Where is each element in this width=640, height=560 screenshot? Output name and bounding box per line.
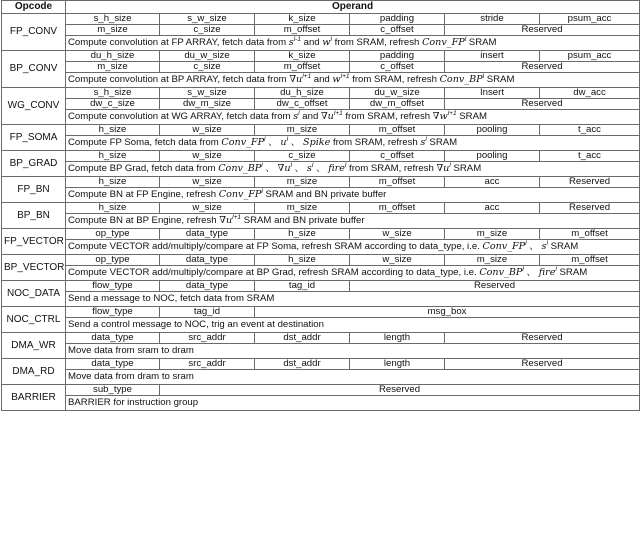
operand-field: length (350, 333, 445, 344)
operand-field: Reserved (445, 62, 640, 73)
operand-field: m_offset (255, 25, 350, 36)
operand-field: msg_box (255, 307, 640, 318)
operand-field: padding (350, 51, 445, 62)
field-row (2, 25, 640, 36)
math-symbol: Conv_BP (439, 74, 483, 85)
operand-field: Reserved (445, 333, 640, 344)
operand-field: flow_type (66, 281, 160, 292)
operand-field: w_size (160, 177, 255, 188)
field-row (2, 359, 640, 370)
description-row (2, 240, 640, 255)
description-row (2, 396, 640, 411)
description-row (2, 266, 640, 281)
operand-field: h_size (255, 255, 350, 266)
description-text: SRAM and BN private buffer (262, 189, 387, 200)
operand-field: m_offset (350, 177, 445, 188)
field-row (2, 151, 640, 162)
operand-field: c_offset (350, 62, 445, 73)
opcode-cell: NOC_DATA (2, 281, 66, 307)
operand-field: w_size (160, 203, 255, 214)
operand-field: length (350, 359, 445, 370)
header-row (2, 1, 640, 14)
superscript: l-1 (293, 35, 301, 43)
description-text: Compute BN at FP Engine, refresh (68, 189, 219, 200)
instruction-description (66, 396, 640, 411)
operand-field: src_addr (160, 359, 255, 370)
superscript: l (546, 239, 548, 247)
operand-field: h_size (66, 151, 160, 162)
math-symbol: s (420, 137, 426, 148)
description-text: from SRAM, refresh (342, 111, 433, 122)
math-symbol: s (306, 163, 312, 174)
operand-field: op_type (66, 229, 160, 240)
description-text: and (311, 74, 333, 85)
superscript: l (261, 187, 263, 195)
operand-field: s_h_size (66, 14, 160, 25)
description-row (2, 292, 640, 307)
description-text: from SRAM, refresh (349, 74, 440, 85)
description-row (2, 110, 640, 125)
description-text: Send a message to NOC, fetch data from SRAM (68, 293, 275, 304)
description-text: Move data from sram to dram (68, 345, 194, 356)
operand-field: pooling (445, 151, 540, 162)
field-row (2, 229, 640, 240)
operand-field: t_acc (540, 125, 640, 136)
opcode-cell: DMA_RD (2, 359, 66, 385)
opcode-cell: DMA_WR (2, 333, 66, 359)
operand-field: dst_addr (255, 333, 350, 344)
operand-field: m_size (66, 25, 160, 36)
operand-field: psum_acc (540, 14, 640, 25)
opcode-cell: FP_BN (2, 177, 66, 203)
description-text: Compute BN at BP Engine, refresh (68, 215, 220, 226)
math-symbol: ∇u (277, 163, 291, 174)
operand-field: w_size (160, 125, 255, 136)
description-row (2, 36, 640, 51)
operand-field: w_size (350, 255, 445, 266)
math-symbol: ∇w (432, 111, 448, 122)
instruction-description (66, 162, 640, 177)
description-text: 、 (265, 137, 281, 148)
math-symbol: ∇u (219, 215, 233, 226)
field-row (2, 62, 640, 73)
operand-field: insert (445, 51, 540, 62)
instruction-description (66, 370, 640, 385)
field-row (2, 125, 640, 136)
operand-field: s_h_size (66, 88, 160, 99)
math-symbol: Conv_FP (482, 241, 526, 252)
operand-header: Operand (66, 1, 640, 14)
superscript: l (425, 135, 427, 143)
description-row (2, 214, 640, 229)
description-text: Compute convolution at FP ARRAY, fetch data from (68, 37, 289, 48)
math-symbol: ∇u (436, 163, 450, 174)
operand-field: m_size (255, 177, 350, 188)
math-symbol: Spike (303, 137, 331, 148)
operand-field: c_size (160, 62, 255, 73)
description-text: Compute VECTOR add/multiply/compare at BP Grad, refresh SRAM according to data_type, i.e. (68, 267, 480, 278)
math-symbol: s (293, 111, 299, 122)
opcode-cell: FP_VECTOR (2, 229, 66, 255)
math-symbol: Conv_FP (218, 189, 262, 200)
opcode-cell: BARRIER (2, 385, 66, 411)
math-symbol: s (541, 241, 547, 252)
operand-field: acc (445, 203, 540, 214)
operand-field: Reserved (350, 281, 640, 292)
opcode-cell: FP_CONV (2, 14, 66, 51)
description-text: from SRAM, refresh (331, 37, 423, 48)
superscript: l+1 (447, 109, 457, 117)
operand-field: t_acc (540, 151, 640, 162)
operand-field: dw_c_offset (255, 99, 350, 110)
opcode-cell: BP_GRAD (2, 151, 66, 177)
superscript: l (330, 35, 332, 43)
superscript: l (261, 161, 263, 169)
description-text: BARRIER for instruction group (68, 397, 199, 408)
superscript: l (311, 161, 314, 169)
description-text: SRAM (547, 241, 579, 252)
field-row (2, 99, 640, 110)
operand-field: m_size (255, 203, 350, 214)
operand-field: h_size (255, 229, 350, 240)
instruction-description (66, 266, 640, 281)
operand-field: stride (445, 14, 540, 25)
instruction-description (66, 188, 640, 203)
field-row (2, 177, 640, 188)
description-text: 、 (526, 241, 542, 252)
description-text: Compute VECTOR add/multiply/compare at FP Soma, refresh SRAM according to data_type, i.e. (68, 241, 483, 252)
superscript: l+1 (302, 72, 312, 80)
math-symbol: fire (538, 267, 556, 278)
opcode-cell: FP_SOMA (2, 125, 66, 151)
opcode-cell: BP_CONV (2, 51, 66, 88)
operand-field: dw_m_size (160, 99, 255, 110)
math-symbol: fire (328, 163, 345, 174)
operand-field: du_h_size (66, 51, 160, 62)
operand-field: Reserved (540, 177, 640, 188)
description-text: Compute BP Grad, fetch data from (68, 163, 219, 174)
superscript: l (449, 161, 451, 169)
math-symbol: u (280, 137, 287, 148)
operand-field: m_size (445, 229, 540, 240)
description-text: 、 (288, 137, 303, 148)
description-row (2, 162, 640, 177)
description-row (2, 188, 640, 203)
operand-field: du_w_size (350, 88, 445, 99)
description-text: SRAM (450, 163, 482, 174)
field-row (2, 307, 640, 318)
description-text: SRAM (426, 137, 458, 148)
instruction-description (66, 240, 640, 255)
superscript: l (264, 135, 266, 143)
description-text: Compute convolution at BP ARRAY, fetch data from (68, 74, 290, 85)
description-text: SRAM (556, 267, 588, 278)
operand-field: Reserved (445, 25, 640, 36)
instruction-description (66, 36, 640, 51)
math-symbol: w (332, 74, 341, 85)
description-text: 、 (313, 163, 329, 174)
operand-field: data_type (160, 281, 255, 292)
operand-field: data_type (66, 359, 160, 370)
instruction-description (66, 292, 640, 307)
operand-field: dw_acc (540, 88, 640, 99)
operand-field: m_offset (540, 255, 640, 266)
field-row (2, 51, 640, 62)
instruction-description (66, 214, 640, 229)
description-text: SRAM (456, 111, 487, 122)
description-text: SRAM (484, 74, 515, 85)
operand-field: h_size (66, 203, 160, 214)
field-row (2, 14, 640, 25)
operand-field: m_offset (540, 229, 640, 240)
opcode-header: Opcode (2, 1, 66, 14)
description-text: from SRAM, refresh (330, 137, 421, 148)
opcode-cell: BP_BN (2, 203, 66, 229)
description-text: Compute FP Soma, fetch data from (68, 137, 222, 148)
operand-field: du_h_size (255, 88, 350, 99)
superscript: l+1 (333, 109, 343, 117)
operand-field: c_offset (350, 151, 445, 162)
opcode-cell: NOC_CTRL (2, 307, 66, 333)
description-text: and (299, 111, 321, 122)
opcode-cell: WG_CONV (2, 88, 66, 125)
operand-field: h_size (66, 125, 160, 136)
operand-field: Reserved (540, 203, 640, 214)
math-symbol: s (288, 37, 294, 48)
superscript: l (290, 161, 292, 169)
instruction-description (66, 136, 640, 151)
description-text: 、 (291, 163, 307, 174)
operand-field: tag_id (160, 307, 255, 318)
math-symbol: Conv_FP (221, 137, 265, 148)
description-row (2, 318, 640, 333)
description-text: and (300, 37, 323, 48)
instruction-description (66, 318, 640, 333)
operand-field: du_w_size (160, 51, 255, 62)
operand-field: data_type (160, 229, 255, 240)
operand-field: tag_id (255, 281, 350, 292)
description-text: SRAM and BN private buffer (241, 215, 365, 226)
operand-field: c_size (255, 151, 350, 162)
description-row (2, 344, 640, 359)
superscript: l+1 (232, 213, 242, 221)
description-text: from SRAM, refresh (346, 163, 437, 174)
operand-field: acc (445, 177, 540, 188)
operand-field: data_type (66, 333, 160, 344)
operand-field: m_offset (350, 125, 445, 136)
superscript: l (286, 135, 289, 143)
superscript: l (525, 239, 527, 247)
description-text: Move data from dram to sram (68, 371, 194, 382)
description-row (2, 370, 640, 385)
operand-field: m_size (66, 62, 160, 73)
math-symbol: ∇u (320, 111, 334, 122)
operand-field: w_size (350, 229, 445, 240)
operand-field: Reserved (445, 359, 640, 370)
operand-field: dw_m_offset (350, 99, 445, 110)
superscript: l (464, 35, 467, 43)
superscript: l (344, 161, 347, 169)
operand-field: m_offset (255, 62, 350, 73)
field-row (2, 281, 640, 292)
instruction-description (66, 73, 640, 88)
operand-field: data_type (160, 255, 255, 266)
field-row (2, 333, 640, 344)
operand-field: Reserved (160, 385, 640, 396)
description-text: 、 (262, 163, 278, 174)
math-symbol: ∇u (289, 74, 303, 85)
operand-field: op_type (66, 255, 160, 266)
field-row (2, 88, 640, 99)
operand-field: m_size (255, 125, 350, 136)
operand-field: h_size (66, 177, 160, 188)
operand-field: k_size (255, 51, 350, 62)
math-symbol: Conv_FP (422, 37, 465, 48)
instruction-table (1, 0, 640, 411)
operand-field: c_size (160, 25, 255, 36)
table-body (2, 14, 640, 411)
operand-field: sub_type (66, 385, 160, 396)
description-text: Send a control message to NOC, trig an event at destination (68, 319, 324, 330)
superscript: l (298, 109, 300, 117)
math-symbol: Conv_BP (479, 267, 523, 278)
operand-field: src_addr (160, 333, 255, 344)
math-symbol: w (322, 37, 331, 48)
superscript: l (522, 265, 524, 273)
operand-field: m_offset (350, 203, 445, 214)
superscript: l (482, 72, 485, 80)
description-row (2, 73, 640, 88)
operand-field: pooling (445, 125, 540, 136)
operand-field: w_size (160, 151, 255, 162)
field-row (2, 385, 640, 396)
opcode-cell: BP_VECTOR (2, 255, 66, 281)
operand-field: m_size (445, 255, 540, 266)
operand-field: dst_addr (255, 359, 350, 370)
superscript: l (555, 265, 557, 273)
description-row (2, 136, 640, 151)
operand-field: c_offset (350, 25, 445, 36)
operand-field: s_w_size (160, 88, 255, 99)
math-symbol: Conv_BP (218, 163, 262, 174)
instruction-description (66, 344, 640, 359)
superscript: l+1 (340, 72, 350, 80)
operand-field: padding (350, 14, 445, 25)
operand-field: Reserved (445, 99, 640, 110)
field-row (2, 255, 640, 266)
operand-field: s_w_size (160, 14, 255, 25)
operand-field: flow_type (66, 307, 160, 318)
description-text: SRAM (466, 37, 497, 48)
description-text: 、 (523, 267, 539, 278)
operand-field: Insert (445, 88, 540, 99)
instruction-description (66, 110, 640, 125)
operand-field: psum_acc (540, 51, 640, 62)
operand-field: dw_c_size (66, 99, 160, 110)
description-text: Compute convolution at WG ARRAY, fetch data from (68, 111, 294, 122)
field-row (2, 203, 640, 214)
operand-field: k_size (255, 14, 350, 25)
